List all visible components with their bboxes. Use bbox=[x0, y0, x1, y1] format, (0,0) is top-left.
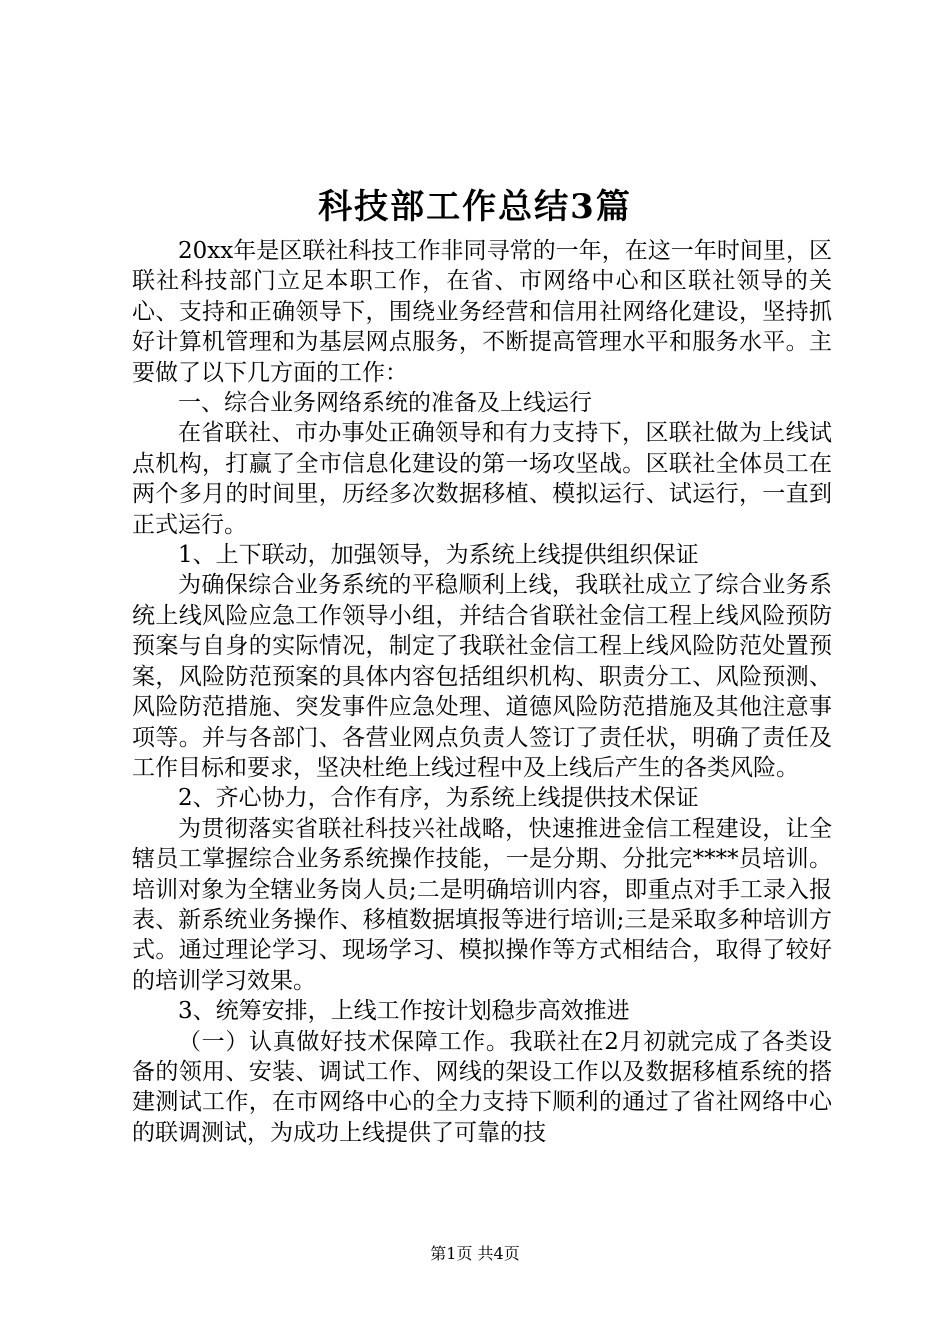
section-heading-1: 一、综合业务网络系统的准备及上线运行 bbox=[178, 390, 592, 417]
paragraph-intro: 20xx年是区联社科技工作非同寻常的一年，在这一年时间里，区联社科技部门立足本职工作，在省、市网络中心和区联社领导的关心、支持和正确领导下，围绕业务经营和信用社网络化建设，坚持抓好计算机管理和为基层网点服务，不断提高管理水平和服务水平。主要做了以下几方面的工作： bbox=[132, 238, 832, 386]
paragraph: 为贯彻落实省联社科技兴社战略，快速推进金信工程建设，让全辖员工掌握综合业务系统操作技能，一是分期、分批完****员培训。培训对象为全辖业务岗人员;二是明确培训内容，即重点对手工录入报表、新系统业务操作、移植数据填报等进行培训;三是采取多种培训方式。通过理论学习、现场学习、模拟操作等方式相结合，取得了较好的培训学习效果。 bbox=[132, 815, 832, 994]
document-body bbox=[132, 236, 832, 1148]
subsection-heading-1: 1、上下联动，加强领导，为系统上线提供组织保证 bbox=[178, 542, 699, 569]
subsection-heading-3: 3、统筹安排，上线工作按计划稳步高效推进 bbox=[178, 998, 630, 1025]
document-title: 科技部工作总结3篇 bbox=[318, 187, 632, 227]
paragraph: 为确保综合业务系统的平稳顺利上线，我联社成立了综合业务系统上线风险应急工作领导小组，并结合省联社金信工程上线风险预防预案与自身的实际情况，制定了我联社金信工程上线风险防范处置预案，风险防范预案的具体内容包括组织机构、职责分工、风险预测、风险防范措施、突发事件应急处理、道德风险防范措施及其他注意事项等。并与各部门、各营业网点负责人签订了责任状，明确了责任及工作目标和要求，坚决杜绝上线过程中及上线后产生的各类风险。 bbox=[132, 572, 832, 781]
paragraph: 在省联社、市办事处正确领导和有力支持下，区联社做为上线试点机构，打赢了全市信息化建设的第一场攻坚战。区联社全体员工在两个多月的时间里，历经多次数据移植、模拟运行、试运行，一直到正式运行。 bbox=[132, 420, 832, 538]
page-footer: 第1页 共4页 bbox=[430, 1244, 520, 1263]
paragraph: （一）认真做好技术保障工作。我联社在2月初就完成了各类设备的领用、安装、调试工作、网线的架设工作以及数据移植系统的搭建测试工作，在市网络中心的全力支持下顺利的通过了省社网络中心的联调测试，为成功上线提供了可靠的技 bbox=[132, 1028, 832, 1146]
subsection-heading-2: 2、齐心协力，合作有序，为系统上线提供技术保证 bbox=[178, 785, 699, 812]
